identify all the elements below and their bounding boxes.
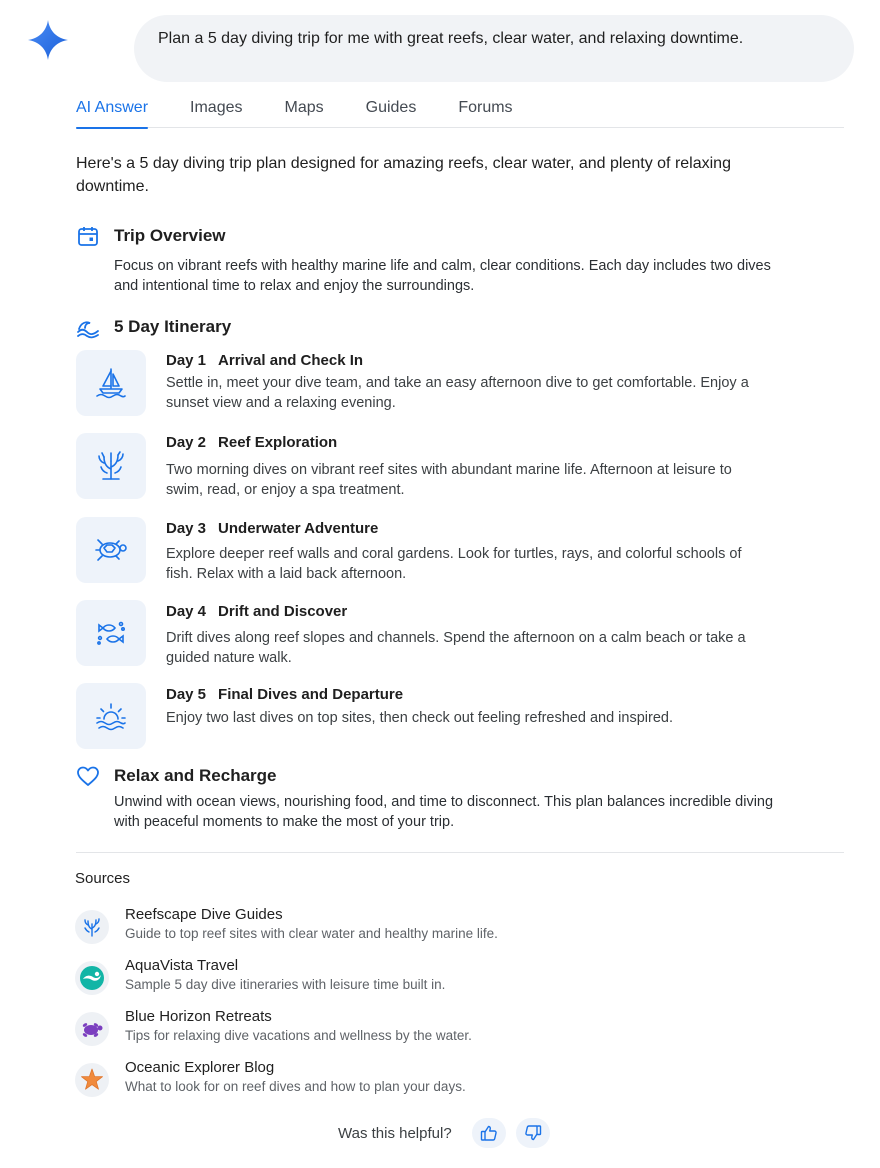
source-icon-aquavista	[75, 961, 109, 995]
user-query-text: Plan a 5 day diving trip for me with great reefs, clear water, and relaxing downtime.	[158, 30, 744, 47]
trip-overview-body: Focus on vibrant reefs with healthy marine life and calm, clear conditions. Each day includes two dives and intentional time to relax and enjoy the surroundings.	[114, 258, 771, 294]
day-5-description: Enjoy two last dives on top sites, then check out feeling refreshed and inspired.	[166, 710, 673, 726]
itinerary-day-1	[76, 350, 776, 416]
source-description: What to look for on reef dives and how to plan your days.	[125, 1079, 466, 1094]
day-1-heading: Arrival and Check In	[218, 352, 364, 369]
itinerary-day-2	[76, 433, 776, 499]
tab-maps[interactable]: Maps	[284, 99, 324, 116]
day-2-heading: Reef Exploration	[218, 434, 338, 451]
coral-icon	[92, 447, 130, 485]
user-query-bubble	[134, 15, 854, 82]
trip-overview-title: Trip Overview	[114, 226, 226, 245]
day-5-title	[166, 686, 403, 703]
itinerary-day-4	[76, 600, 776, 666]
itinerary-day-5	[76, 683, 776, 749]
heart-icon	[76, 764, 100, 788]
day-3-heading: Underwater Adventure	[218, 520, 379, 537]
turtle-icon	[92, 531, 130, 569]
day-1-label: Day 1	[166, 352, 207, 369]
day-3-title	[166, 520, 378, 537]
sources-divider	[76, 852, 844, 853]
sailboat-icon	[92, 364, 130, 402]
coral-icon	[81, 916, 103, 938]
source-description: Guide to top reef sites with clear water and healthy marine life.	[125, 926, 498, 941]
relax-body: Unwind with ocean views, nourishing food, and time to disconnect. This plan balances incredible diving with peaceful moments to make the most of your trip.	[114, 794, 774, 830]
thumbs-up-button[interactable]	[472, 1118, 506, 1148]
relax-title: Relax and Recharge	[114, 766, 277, 785]
day-2-tile	[76, 433, 146, 499]
turtle-icon	[79, 1016, 105, 1042]
feedback-question: Was this helpful?	[338, 1124, 452, 1142]
sparkle-logo-icon	[28, 20, 68, 60]
tab-forums[interactable]: Forums	[458, 99, 513, 116]
day-4-label: Day 4	[166, 603, 207, 620]
result-tabs	[76, 96, 844, 128]
day-3-label: Day 3	[166, 520, 207, 537]
source-item-oceanic-explorer[interactable]	[75, 1059, 775, 1099]
day-3-tile	[76, 517, 146, 583]
source-icon-blue-horizon	[75, 1012, 109, 1046]
day-2-description: Two morning dives on vibrant reef sites with abundant marine life. Afternoon at leisure to swim, read, or enjoy a spa treatment.	[166, 462, 732, 498]
day-3-description: Explore deeper reef walls and coral gardens. Look for turtles, rays, and colorful schools of fish. Relax with a laid back afternoon.	[166, 546, 742, 582]
day-4-heading: Drift and Discover	[218, 603, 348, 620]
sunset-icon	[92, 697, 130, 735]
itinerary-title: 5 Day Itinerary	[114, 317, 232, 336]
source-icon-oceanic-explorer	[75, 1063, 109, 1097]
day-4-tile	[76, 600, 146, 666]
day-4-description: Drift dives along reef slopes and channels. Spend the afternoon on a calm beach or take a guided nature walk.	[166, 630, 746, 666]
relax-heading	[76, 764, 277, 788]
wave-logo-icon	[79, 965, 105, 991]
source-item-blue-horizon[interactable]	[75, 1008, 775, 1048]
tab-guides[interactable]: Guides	[365, 99, 417, 116]
fish-icon	[92, 614, 130, 652]
source-name: Oceanic Explorer Blog	[125, 1059, 275, 1076]
thumbs-up-icon	[480, 1124, 498, 1142]
itinerary-heading	[76, 315, 231, 339]
tab-images[interactable]: Images	[190, 99, 243, 116]
itinerary-day-3	[76, 517, 776, 583]
source-icon-reefscape	[75, 910, 109, 944]
day-2-title	[166, 434, 337, 451]
waves-icon	[76, 315, 100, 339]
calendar-icon	[76, 224, 100, 248]
source-description: Tips for relaxing dive vacations and wellness by the water.	[125, 1028, 472, 1043]
feedback-row	[338, 1118, 560, 1148]
day-4-title	[166, 603, 347, 620]
answer-intro: Here's a 5 day diving trip plan designed for amazing reefs, clear water, and plenty of relaxing downtime.	[76, 155, 731, 195]
source-item-reefscape[interactable]	[75, 906, 775, 946]
tab-ai-answer[interactable]: AI Answer	[76, 96, 148, 128]
thumbs-down-button[interactable]	[516, 1118, 550, 1148]
source-item-aquavista[interactable]	[75, 957, 775, 997]
day-2-label: Day 2	[166, 434, 207, 451]
day-5-label: Day 5	[166, 686, 207, 703]
day-1-description: Settle in, meet your dive team, and take an easy afternoon dive to get comfortable. Enjoy a sunset view and a relaxing evening.	[166, 375, 749, 411]
source-name: Reefscape Dive Guides	[125, 906, 283, 923]
source-description: Sample 5 day dive itineraries with leisure time built in.	[125, 977, 446, 992]
sources-label: Sources	[75, 870, 131, 887]
thumbs-down-icon	[524, 1124, 542, 1142]
day-1-title	[166, 352, 363, 369]
source-name: AquaVista Travel	[125, 957, 239, 974]
day-5-heading: Final Dives and Departure	[218, 686, 404, 703]
day-1-tile	[76, 350, 146, 416]
trip-overview-heading	[76, 224, 226, 248]
source-name: Blue Horizon Retreats	[125, 1008, 272, 1025]
starfish-icon	[79, 1067, 105, 1093]
day-5-tile	[76, 683, 146, 749]
